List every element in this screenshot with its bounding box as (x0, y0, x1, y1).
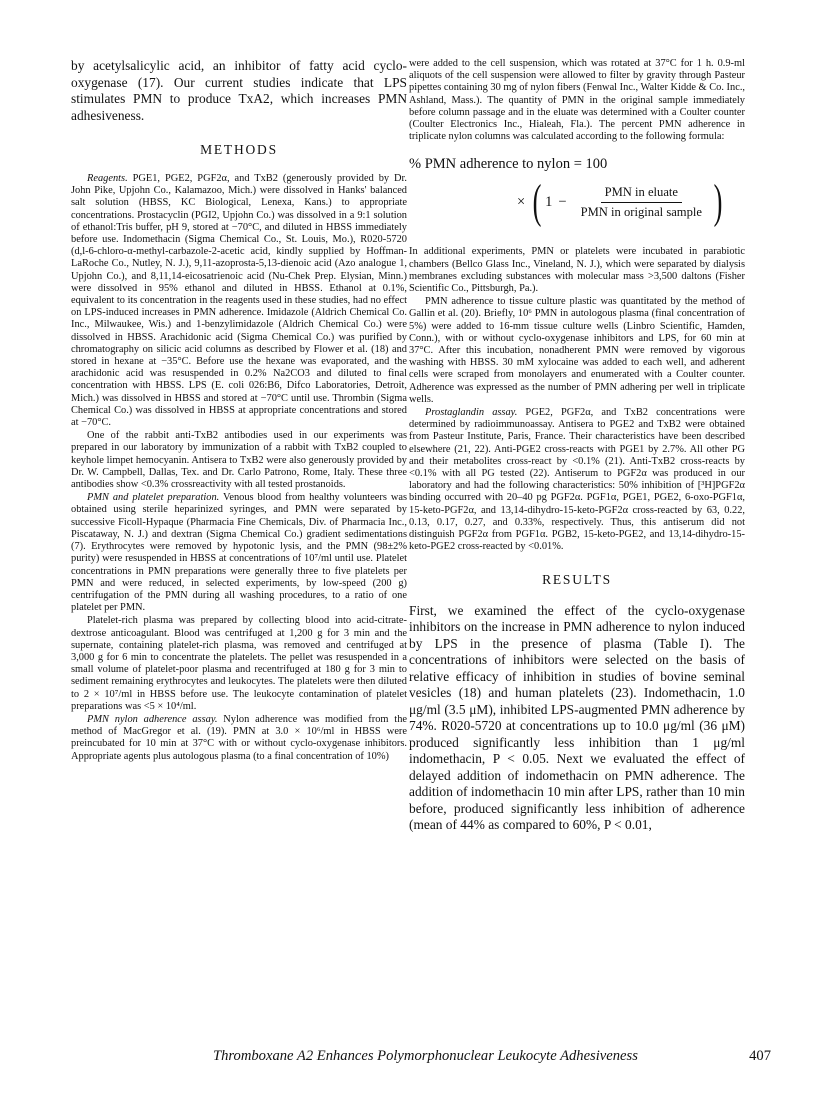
formula-denominator: PMN in original sample (580, 204, 702, 219)
formula-fraction (577, 185, 706, 220)
right-paren: ) (713, 175, 723, 229)
formula-rhs (517, 175, 726, 229)
results-paragraph: First, we examined the effect of the cyclo-oxygenase inhibitors on the increase in PMN adherence to nylon induced by LPS in the presence of plasma (Table I). The concentrations of inhibitors were selected on the basis of relative efficacy of inhibition in studies of bovine seminal vesicles (18) and human platelets (23). Indomethacin, 1.0 μg/ml (3.5 μM), inhibited LPS-augmented PMN adherence by 74%. R020-5720 at concentrations up to 10.0 μg/ml (36 μM) produced significantly less inhibition than 1 μg/ml indomethacin, P < 0.05. Next we evaluated the effect of delayed addition of indomethacin on PMN adherence. The addition of indomethacin 10 min after LPS, rather than 10 min before, produced significantly less inhibition of adherence (mean of 44% as compared to 60%, P < 0.01, (409, 602, 745, 832)
nylon-assay-text: Nylon adherence was modified from the method of MacGregor et al. (19). PMN at 3.0 × 10⁶/ml in HBSS were preincubated for 10 min at 37°C with or without cyclo-oxygenase inhibitors. Appropriate agents plus autologous plasma (to a final concentration of 10%) (71, 713, 408, 762)
plastic-adherence-paragraph: PMN adherence to tissue culture plastic was quantitated by the method of Gallin et al. (20). Briefly, 10⁶ PMN in autologous plasma (final concentration of 5%) were added to 16-mm tissue culture wells (Linbro Scientific, Hamden, Conn.), with or without cyclo-oxygenase inhibitors and LPS, for 60 min at 37°C. After this incubation, nonadherent PMN were removed by vigorous washing with HBSS. 30 mM xylocaine was added to each well, and adherent cells were scraped from monolayers and enumerated with a Coulter counter. Adherence was expressed as the number of PMN adhering per well in triplicate wells. (409, 296, 745, 405)
nylon-assay-lead: PMN nylon adherence assay. (87, 713, 218, 725)
formula-times: × (517, 193, 526, 210)
preparation-lead: PMN and platelet preparation. (87, 492, 220, 504)
page-number: 407 (749, 1048, 771, 1064)
preparation-paragraph (71, 492, 407, 614)
reagents-lead: Reagents. (87, 173, 128, 184)
adherence-formula (409, 156, 745, 236)
reagents-text: PGE1, PGE2, PGF2α, and TxB2 (generously provided by Dr. John Pike, Upjohn Co., Kalamazoo, Mich.) were dissolved in Hanks' balanced salt solution (HBSS, KC Biological, Lenexa, Kans.) to appropriate concentrations. Prostacyclin (PGI2, Upjohn Co.) was dissolved in a 9:1 solution of ethanol:Tris buffer, pH 9, stored at −70°C, and diluted in HBSS immediately before use. Indomethacin (Sigma Chemical Co., St. Louis, Mo.), R020-5720 (d,l-6-chloro-α-methyl-carbazole-2-acetic acid, kindly supplied by Hoffman-LaRoche Co., Nutley, N. J.), 9,11-azoprosta-5,13-dienoic acid (Azo analogue 1, Upjohn Co.), and 8,11,14-eicosatrienoic acid (Nu-Chek Prep. Elysian, Minn.) were dissolved in 95% ethanol and diluted in HBSS. Ethanol at 0.1%, equivalent to its concentration in the reagents used in these studies, had no effect on LPS-induced increases in PMN adherence. Imidazole (Aldrich Chemical Co. Inc., Milwaukee, Wis.) and 1-benzylimidazole (Aldrich Chemical Co.) were dissolved in HBSS. Arachidonic acid (Sigma Chemical Co.) was purified by chromatography on silicic acid columns as described by Flower et al. (18) and stored in hexane at −35°C. Before use the hexane was evaporated, and the arachidonic acid was resuspended in 0.2% Na2CO3 and diluted to final concentration with HBSS. LPS (E. coli 026:B6, Difco Laboratories, Detroit, Mich.) was dissolved in HBSS and stored at −70°C until use. Thrombin (Sigma Chemical Co.) was dissolved in HBSS at appropriate concentrations and stored at −70°C. (71, 173, 407, 429)
page-footer (213, 1048, 771, 1065)
formula-minus: − (558, 193, 567, 210)
methods-heading: METHODS (200, 142, 278, 157)
platelet-paragraph: Platelet-rich plasma was prepared by collecting blood into acid-citrate-dextrose anticoagulant. Blood was centrifuged at 1,200 g for 3 min and the supernate, containing platelet-rich plasma, was removed and centrifuged at 3,000 g for 6 min to concentrate the platelets. The pellet was resuspended in a small volume of platelet-poor plasma and recentrifuged at 180 g for 3 min to sediment remaining erythrocytes and leukocytes. The platelets were then diluted to 2 × 10⁷/ml in HBSS before use. The leukocyte contamination of platelet preparations was <5 × 10⁴/ml. (71, 615, 407, 712)
formula-lhs: % PMN adherence to nylon = 100 (409, 156, 608, 173)
continuation-paragraph: were added to the cell suspension, which was rotated at 37°C for 1 h. 0.9-ml aliquots of the cell suspension were allowed to filter by gravity through Pasteur pipettes containing 30 mg of nylon fibers (Fenwal Inc., Walter Kidde & Co. Inc., Ashland, Mass.). The quantity of PMN in the original sample immediately before column passage and in the eluate was determined with a Coulter counter (Coulter Electronics Inc., Hialeah, Fla.). The percent PMN adherence in triplicate nylon columns was calculated according to the following formula: (409, 58, 746, 143)
intro-paragraph: by acetylsalicylic acid, an inhibitor of fatty acid cyclo-oxygenase (17). Our current studies indicate that LPS stimulates PMN to produce TxA2, which increases PMN adhesiveness. (71, 58, 407, 123)
nylon-assay-paragraph (71, 714, 407, 763)
prostaglandin-paragraph (409, 407, 745, 553)
results-heading: RESULTS (542, 571, 612, 587)
left-column (71, 58, 407, 763)
reagents-paragraph (71, 173, 407, 429)
right-column (409, 58, 745, 834)
running-title: Thromboxane A2 Enhances Polymorphonuclear Leukocyte Adhesiveness (213, 1048, 638, 1064)
prostaglandin-text: PGE2, PGF2α, and TxB2 concentrations were determined by radioimmunoassay. Antisera to PGE2 and TxB2 were obtained from Pasteur Institute, Paris, France. Their characteristics have been described elsewhere (21, 22). Anti-PGE2 cross-reacts with PGE1 by 2.7%. All other PG and their metabolites cross-react by <0.1% (21). Anti-TxB2 cross-reacts by <0.1% with all PG tested (22). Antiserum to PGF2α was produced in our laboratory and had the following characteristics: 50% inhibition of [³H]PGF2α binding occurred with 20–40 pg PGF2α. PGF1α, PGE1, PGE2, 6-oxo-PGF1α, 15-keto-PGF2α, and 13,14-dihydro-15-keto-PGF2α cross-reacted by 63, 0.22, 0.13, 0.17, 0.27, and 0.33%, respectively. Thus, this antiserum did not distinguish PGF2α from PGF1α. PGB2, 15-keto-PGE2, and 13,14-dihydro-15-keto-PGE2 cross-reacted by <0.01%. (409, 407, 745, 553)
preparation-text: Venous blood from healthy volunteers was obtained using sterile heparinized syringes, and PMN were separated by successive Ficoll-Hypaque (Pharmacia Fine Chemicals, Div. of Pharmacia Inc., Piscataway, N. J.) and dextran (Sigma Chemical Co.) gradient sedimentations (7). Erythrocytes were removed by hypotonic lysis, and the PMN (98±2% purity) were resuspended in HBSS at concentrations of 10⁷/ml until use. Platelet concentrations in PMN preparations were generally three to five platelets per PMN and were reduced, in selected experiments, by low-speed (200 g) centrifugation of the PMN during all washing procedures, to a ratio of one platelet per PMN. (71, 492, 407, 614)
prostaglandin-lead: Prostaglandin assay. (425, 407, 518, 419)
parabiotic-paragraph: In additional experiments, PMN or platelets were incubated in parabiotic chambers (Bellco Glass Inc., Vineland, N. J.), which were separated by dialysis membranes excluding substances with molecular mass >3,500 daltons (Fisher Scientific Co., Pittsburgh, Pa.). (409, 246, 745, 295)
left-paren: ( (532, 175, 542, 229)
formula-one: 1 (545, 193, 553, 210)
antibody-paragraph: One of the rabbit anti-TxB2 antibodies used in our experiments was prepared in our laboratory by immunization of a rabbit with TxB2 coupled to keyhole limpet hemocyanin. Antisera to TxB2 were also generously provided by Dr. W. Campbell, Dallas, Tex. and Dr. Carlo Patrono, Rome, Italy. These three antibodies show <0.3% crossreactivity with all tested prostanoids. (71, 430, 407, 491)
formula-numerator: PMN in eluate (601, 185, 682, 203)
